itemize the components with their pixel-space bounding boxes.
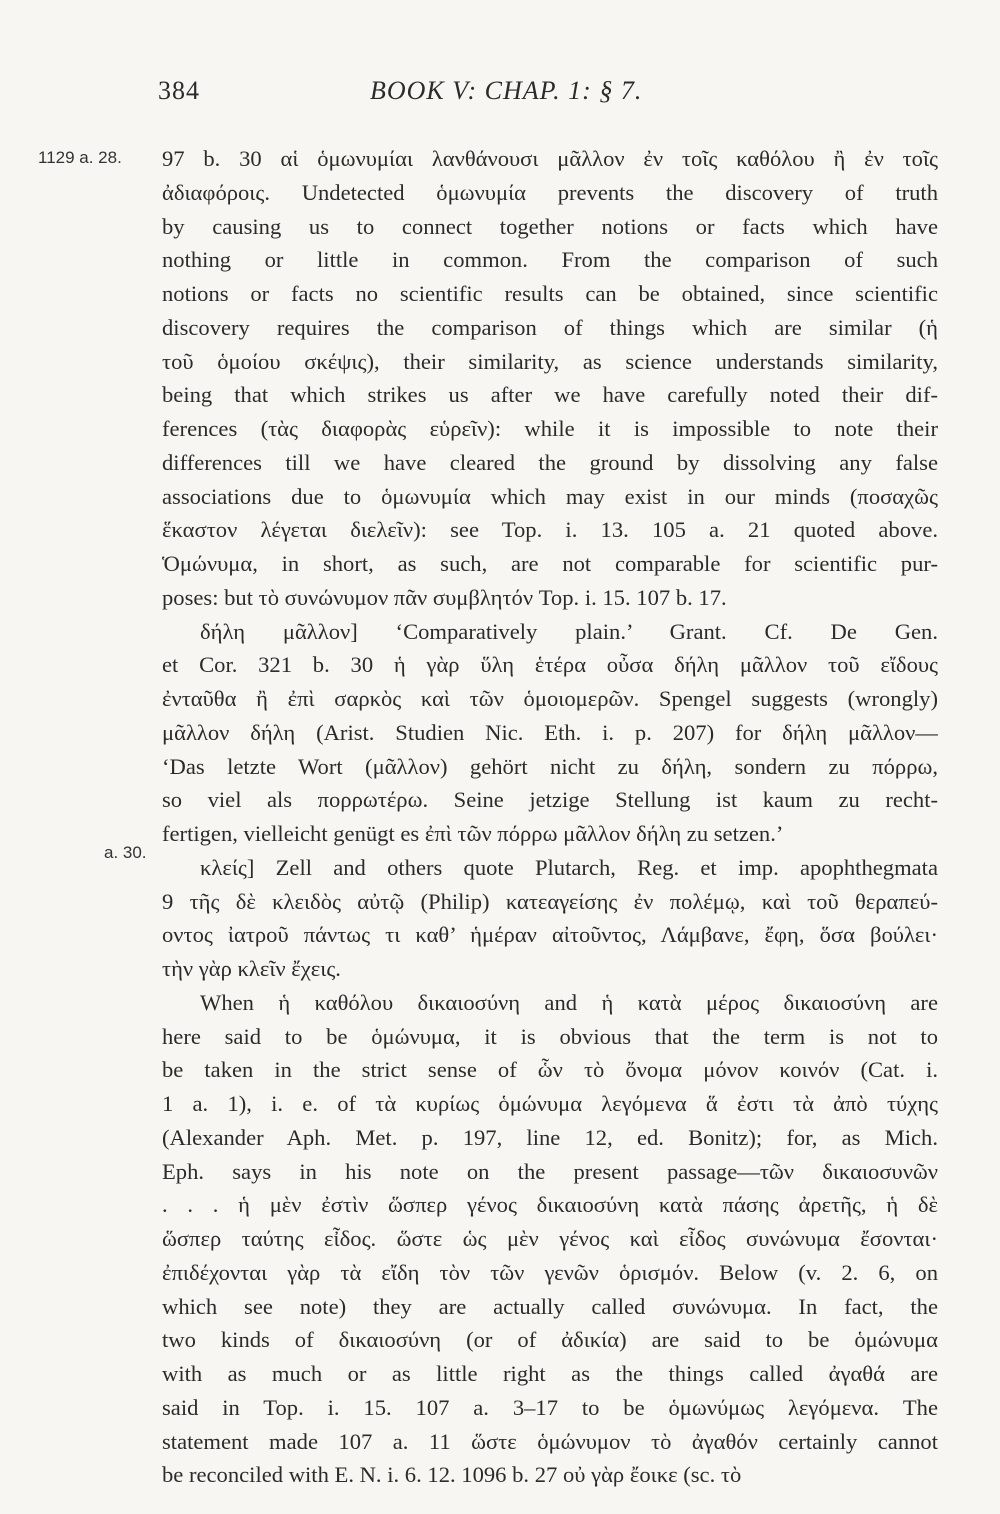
text-line: so viel als πορρωτέρω. Seine jetzige Stellung ist kaum zu recht- [162, 787, 938, 813]
text-line: οντος ἰατροῦ πάντως τι καθ’ ἡμέραν αἰτοῦντος, Λάμβανε, ἔφη, ὅσα βούλει· [162, 922, 938, 948]
text-line: said in Top. i. 15. 107 a. 3–17 to be ὁμωνύμως λεγόμενα. The [162, 1394, 938, 1420]
text-line: fertigen, vielleicht genügt es ἐπὶ τῶν πόρρω μᾶλλον δήλη zu setzen.’ [162, 821, 784, 846]
text-line: differences till we have cleared the ground by dissolving any false [162, 449, 938, 475]
lemma-line: κλείς] Zell and others quote Plutarch, Reg. et imp. apophthegmata [200, 854, 938, 880]
text-line: ‘Das letzte Wort (μᾶλλον) gehört nicht zu δήλη, sondern zu πόρρω, [162, 753, 938, 779]
text-line: nothing or little in common. From the comparison of such [162, 247, 938, 273]
text-line: two kinds of δικαιοσύνη (or of ἀδικία) are said to be ὁμώνυμα [162, 1327, 938, 1353]
text-line: with as much or as little right as the things called ἀγαθά are [162, 1361, 938, 1386]
text-line: ferences (τὰς διαφορὰς εὑρεῖν): while it is impossible to note their [162, 416, 938, 441]
text-line: . . . ἡ μὲν ἐστὶν ὥσπερ γένος δικαιοσύνη κατὰ πάσης ἀρετῆς, ἡ δὲ [162, 1192, 938, 1218]
text-line: associations due to ὁμωνυμία which may exist in our minds (ποσαχῶς [162, 483, 938, 509]
text-line: be reconciled with E. N. i. 6. 12. 1096 b. 27 οὐ γὰρ ἔοικε (sc. τὸ [162, 1462, 742, 1488]
page-number: 384 [158, 76, 200, 105]
text-line: τὴν γὰρ κλεῖν ἔχεις. [162, 956, 341, 981]
text-line: 9 τῆς δὲ κλειδὸς αὐτῷ (Philip) κατεαγείσης ἐν πολέμῳ, καὶ τοῦ θεραπεύ- [162, 888, 938, 914]
text-line: (Alexander Aph. Met. p. 197, line 12, ed. Bonitz); for, as Mich. [162, 1124, 938, 1150]
paragraph-start-line: When ἡ καθόλου δικαιοσύνη and ἡ κατὰ μέρος δικαιοσύνη are [200, 989, 938, 1015]
text-line: 1 a. 1), i. e. of τὰ κυρίως ὁμώνυμα λεγόμενα ἅ ἐστι τὰ ἀπὸ τύχης [162, 1091, 938, 1116]
text-line: by causing us to connect together notions or facts which have [162, 213, 938, 239]
text-line: ἕκαστον λέγεται διελεῖν): see Top. i. 13. 105 a. 21 quoted above. [162, 517, 938, 543]
running-head: BOOK V: CHAP. 1: § 7. [370, 76, 643, 105]
text-line: μᾶλλον δήλη (Arist. Studien Nic. Eth. i. p. 207) for δήλη μᾶλλον— [162, 719, 938, 745]
text-line: statement made 107 a. 11 ὥστε ὁμώνυμον τὸ ἀγαθόν certainly cannot [162, 1428, 938, 1454]
text-line: ὥσπερ ταύτης εἶδος. ὥστε ὡς μὲν γένος καὶ εἶδος συνώνυμα ἔσονται· [162, 1226, 938, 1251]
page-header [158, 76, 938, 116]
text-line: τοῦ ὁμοίου σκέψις), their similarity, as science understands similarity, [162, 348, 938, 374]
lemma-line: δήλη μᾶλλον] ‘Comparatively plain.’ Grant. Cf. De Gen. [200, 618, 938, 644]
text-line: 97 b. 30 αἱ ὁμωνυμίαι λανθάνουσι μᾶλλον ἐν τοῖς καθόλου ἢ ἐν τοῖς [162, 146, 938, 171]
text-line: ἐνταῦθα ἢ ἐπὶ σαρκὸς καὶ τῶν ὁμοιομερῶν. Spengel suggests (wrongly) [162, 686, 938, 711]
text-line: here said to be ὁμώνυμα, it is obvious that the term is not to [162, 1023, 938, 1049]
commentary-text [162, 142, 938, 1492]
text-line: et Cor. 321 b. 30 ἡ γὰρ ὕλη ἑτέρα οὖσα δήλη μᾶλλον τοῦ εἴδους [162, 652, 938, 678]
text-line: Ὁμώνυμα, in short, as such, are not comparable for scientific pur- [162, 551, 938, 576]
margin-reference-a30: a. 30. [104, 843, 147, 862]
text-line: ἀδιαφόροις. Undetected ὁμωνυμία prevents the discovery of truth [162, 179, 938, 205]
text-line: be taken in the strict sense of ὧν τὸ ὄνομα μόνον κοινόν (Cat. i. [162, 1057, 938, 1083]
text-line: discovery requires the comparison of things which are similar (ἡ [162, 314, 938, 340]
text-line: notions or facts no scientific results can be obtained, since scientific [162, 281, 938, 306]
text-line: which see note) they are actually called συνώνυμα. In fact, the [162, 1293, 938, 1319]
text-line: Eph. says in his note on the present passage—τῶν δικαιοσυνῶν [162, 1158, 938, 1184]
margin-reference-1129a28: 1129 a. 28. [38, 148, 122, 167]
text-line: being that which strikes us after we have carefully noted their dif- [162, 382, 938, 408]
text-line: poses: but τὸ συνώνυμον πᾶν συμβλητόν Top. i. 15. 107 b. 17. [162, 584, 727, 610]
text-line: ἐπιδέχονται γὰρ τὰ εἴδη τὸν τῶν γενῶν ὁρισμόν. Below (v. 2. 6, on [162, 1259, 938, 1285]
